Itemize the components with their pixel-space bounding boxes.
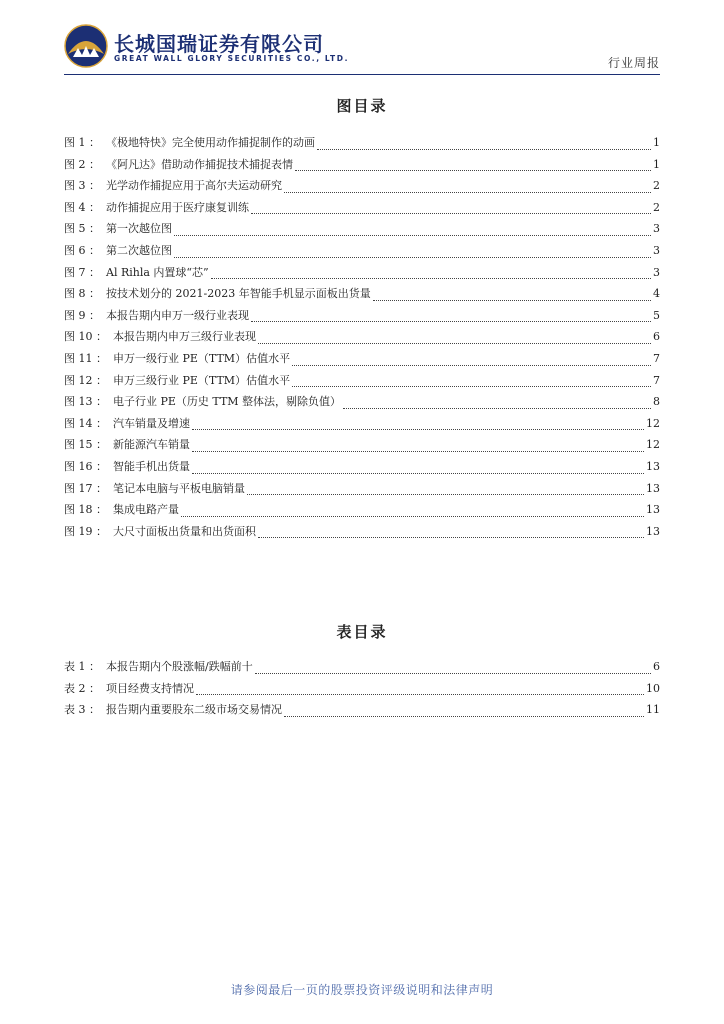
toc-entry-page: 5 <box>653 308 660 322</box>
toc-entry[interactable] <box>64 199 660 221</box>
toc-entry-caption: 《阿凡达》借助动作捕捉技术捕捉表情 <box>106 157 293 171</box>
toc-entry-label: 图 13 ： <box>64 395 107 409</box>
toc-entry-leader <box>192 472 644 474</box>
toc-entry[interactable] <box>64 264 660 286</box>
report-type: 行业周报 <box>607 56 660 70</box>
tables-toc-title: 表目录 <box>336 623 388 641</box>
toc-entry-caption: 笔记本电脑与平板电脑销量 <box>113 481 245 495</box>
toc-entry-label: 图 5 ： <box>64 222 100 236</box>
header-divider <box>64 74 660 75</box>
toc-entry-page: 2 <box>653 200 660 214</box>
toc-entry-page: 13 <box>646 524 660 538</box>
toc-entry-page: 6 <box>653 660 660 673</box>
toc-entry[interactable] <box>64 307 660 329</box>
toc-entry-leader <box>292 364 651 366</box>
toc-entry-page: 13 <box>646 459 660 473</box>
toc-entry-label: 图 11 ： <box>64 351 107 365</box>
toc-entry-caption: Al Rihla 内置球“芯” <box>106 265 209 279</box>
toc-entry-caption: 第二次越位图 <box>106 243 172 257</box>
toc-entry-caption: 本报告期内申万一级行业表现 <box>106 308 249 322</box>
toc-entry-leader <box>196 693 644 695</box>
toc-entry-page: 7 <box>653 373 660 387</box>
toc-entry-caption: 按技术划分的 2021-2023 年智能手机显示面板出货量 <box>106 287 371 301</box>
toc-entry-leader <box>192 428 644 430</box>
toc-entry-page: 13 <box>646 503 660 517</box>
toc-entry-caption: 动作捕捉应用于医疗康复训练 <box>106 200 249 214</box>
toc-entry-page: 3 <box>653 222 660 236</box>
toc-entry-leader <box>255 672 651 674</box>
toc-entry-label: 图 19 ： <box>64 524 107 538</box>
toc-entry[interactable] <box>64 328 660 350</box>
toc-entry-caption: 申万三级行业 PE（TTM）估值水平 <box>113 373 291 387</box>
toc-entry-label: 表 1 ： <box>64 660 100 673</box>
toc-entry-caption: 第一次越位图 <box>106 222 172 236</box>
toc-entry-leader <box>251 320 651 322</box>
toc-entry-leader <box>292 385 651 387</box>
toc-entry-label: 图 17 ： <box>64 481 107 495</box>
toc-entry-leader <box>284 715 644 717</box>
toc-entry-leader <box>211 277 651 279</box>
toc-entry-caption: 本报告期内个股涨幅/跌幅前十 <box>106 660 253 673</box>
toc-entry-label: 图 4 ： <box>64 200 100 214</box>
toc-entry-label: 图 2 ： <box>64 157 100 171</box>
toc-entry-leader <box>295 169 651 171</box>
toc-entry-page: 10 <box>646 681 660 695</box>
toc-entry-leader <box>247 493 644 495</box>
toc-entry[interactable] <box>64 177 660 199</box>
footer-disclaimer: 请参阅最后一页的股票投资评级说明和法律声明 <box>230 983 494 997</box>
figures-toc-title: 图目录 <box>336 97 388 115</box>
toc-entry-label: 图 16 ： <box>64 459 107 473</box>
toc-entry[interactable] <box>64 658 660 680</box>
toc-entry-label: 表 3 ： <box>64 703 100 717</box>
toc-entry[interactable] <box>64 350 660 372</box>
toc-entry-caption: 项目经费支持情况 <box>106 681 194 695</box>
toc-entry-label: 图 18 ： <box>64 503 107 517</box>
toc-entry-caption: 智能手机出货量 <box>113 459 190 473</box>
toc-entry-caption: 汽车销量及增速 <box>113 416 190 430</box>
toc-entry-caption: 本报告期内申万三级行业表现 <box>113 330 256 344</box>
figures-toc-list <box>64 134 660 544</box>
toc-entry-leader <box>258 342 651 344</box>
toc-entry[interactable] <box>64 285 660 307</box>
toc-entry-page: 3 <box>653 243 660 257</box>
toc-entry-caption: 申万一级行业 PE（TTM）估值水平 <box>113 351 291 365</box>
toc-entry[interactable] <box>64 372 660 394</box>
toc-entry-leader <box>174 234 651 236</box>
toc-entry-leader <box>174 256 651 258</box>
toc-entry-leader <box>284 191 651 193</box>
toc-entry[interactable] <box>64 393 660 415</box>
toc-entry-caption: 《极地特快》完全使用动作捕捉制作的动画 <box>106 136 315 149</box>
toc-entry-label: 图 12 ： <box>64 373 107 387</box>
toc-entry-label: 图 15 ： <box>64 438 107 452</box>
toc-entry-page: 8 <box>653 395 660 409</box>
toc-entry-page: 2 <box>653 179 660 193</box>
toc-entry-page: 3 <box>653 265 660 279</box>
toc-entry-page: 11 <box>646 703 660 717</box>
toc-entry[interactable] <box>64 680 660 702</box>
toc-entry-leader <box>317 148 651 150</box>
toc-entry-page: 7 <box>653 351 660 365</box>
toc-entry[interactable] <box>64 242 660 264</box>
toc-entry[interactable] <box>64 501 660 523</box>
toc-entry-label: 图 1 ： <box>64 136 100 149</box>
company-name-cn: 长城国瑞证券有限公司 <box>114 32 324 56</box>
toc-entry[interactable] <box>64 134 660 156</box>
toc-entry-label: 图 7 ： <box>64 265 100 279</box>
toc-entry-leader <box>181 515 644 517</box>
toc-entry-label: 图 3 ： <box>64 179 100 193</box>
toc-entry-caption: 大尺寸面板出货量和出货面积 <box>113 524 256 538</box>
toc-entry[interactable] <box>64 415 660 437</box>
toc-entry[interactable] <box>64 156 660 178</box>
toc-entry[interactable] <box>64 458 660 480</box>
toc-entry[interactable] <box>64 220 660 242</box>
toc-entry-label: 图 6 ： <box>64 243 100 257</box>
toc-entry-page: 12 <box>646 416 660 430</box>
toc-entry-caption: 报告期内重要股东二级市场交易情况 <box>106 703 282 717</box>
toc-entry-caption: 集成电路产量 <box>113 503 179 517</box>
toc-entry-caption: 电子行业 PE（历史 TTM 整体法，剔除负值） <box>113 395 342 409</box>
toc-entry-leader <box>251 212 651 214</box>
page-header <box>0 0 724 76</box>
toc-entry-leader <box>373 299 651 301</box>
toc-entry-page: 4 <box>653 287 660 301</box>
toc-entry-label: 图 9 ： <box>64 308 100 322</box>
company-logo-icon <box>64 24 108 68</box>
toc-entry-caption: 新能源汽车销量 <box>113 438 190 452</box>
toc-entry-caption: 光学动作捕捉应用于高尔夫运动研究 <box>106 179 282 193</box>
toc-entry-leader <box>343 407 651 409</box>
toc-entry[interactable] <box>64 436 660 458</box>
toc-entry[interactable] <box>64 523 660 545</box>
toc-entry[interactable] <box>64 480 660 502</box>
toc-entry-label: 表 2 ： <box>64 681 100 695</box>
toc-entry-page: 13 <box>646 481 660 495</box>
toc-entry-page: 6 <box>653 330 660 344</box>
toc-entry-label: 图 14 ： <box>64 416 107 430</box>
toc-entry-page: 1 <box>653 157 660 171</box>
toc-entry[interactable] <box>64 701 660 723</box>
toc-entry-leader <box>258 536 644 538</box>
company-name-en: GREAT WALL GLORY SECURITIES CO., LTD. <box>114 54 350 63</box>
toc-entry-label: 图 10 ： <box>64 330 107 344</box>
tables-toc-list <box>64 658 660 723</box>
toc-entry-leader <box>192 450 644 452</box>
toc-entry-page: 1 <box>653 136 660 149</box>
toc-entry-page: 12 <box>646 438 660 452</box>
toc-entry-label: 图 8 ： <box>64 287 100 301</box>
